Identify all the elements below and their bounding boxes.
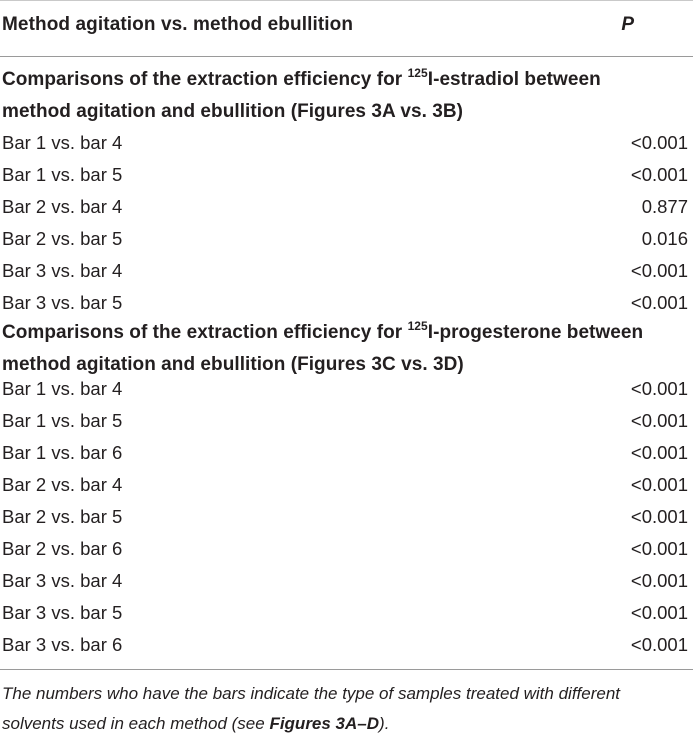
row-p-value: <0.001 — [630, 260, 688, 281]
table-row — [0, 255, 693, 287]
table-row — [0, 223, 693, 255]
table-header — [0, 0, 693, 56]
heading-text-post: I-estradiol between — [427, 69, 601, 90]
row-p-value: <0.001 — [630, 410, 688, 431]
row-label: Bar 3 vs. bar 6 — [2, 634, 123, 655]
row-label: Bar 2 vs. bar 5 — [2, 228, 123, 249]
heading-superscript: 125 — [407, 319, 428, 333]
footnote-text-pre: solvents used in each method (see — [2, 714, 270, 733]
table-row — [0, 287, 693, 319]
footnote-line1: The numbers who have the bars indicate the type of samples treated with different — [2, 684, 621, 703]
row-label: Bar 2 vs. bar 4 — [2, 474, 123, 495]
row-p-value: <0.001 — [630, 506, 688, 527]
row-p-value: <0.001 — [630, 164, 688, 185]
row-label: Bar 2 vs. bar 5 — [2, 506, 123, 527]
row-label: Bar 3 vs. bar 5 — [2, 292, 123, 313]
section-heading-line2: method agitation and ebullition (Figures 3C vs. 3D) — [2, 354, 464, 375]
section-heading-line2: method agitation and ebullition (Figures 3A vs. 3B) — [2, 101, 464, 122]
header-comparison-label: Method agitation vs. method ebullition — [2, 14, 354, 35]
table-row — [0, 565, 693, 597]
row-label: Bar 3 vs. bar 4 — [2, 570, 123, 591]
section-heading-line1 — [2, 64, 692, 96]
row-p-value: <0.001 — [630, 378, 688, 399]
table-row — [0, 373, 693, 405]
row-p-value: <0.001 — [630, 292, 688, 313]
footnote-figure-reference: Figures 3A–D — [269, 714, 380, 733]
row-p-value: <0.001 — [630, 442, 688, 463]
row-p-value: 0.877 — [641, 196, 688, 217]
table-row — [0, 159, 693, 191]
table-row — [0, 629, 693, 661]
row-label: Bar 1 vs. bar 4 — [2, 132, 123, 153]
table-row — [0, 127, 693, 159]
table-row — [0, 533, 693, 565]
table-row — [0, 597, 693, 629]
heading-superscript: 125 — [407, 66, 428, 80]
row-label: Bar 3 vs. bar 5 — [2, 602, 123, 623]
table-row — [0, 469, 693, 501]
heading-text-post: I-progesterone between — [427, 322, 644, 343]
table-footnote — [2, 679, 692, 739]
row-p-value: <0.001 — [630, 570, 688, 591]
row-p-value: <0.001 — [630, 602, 688, 623]
row-label: Bar 1 vs. bar 5 — [2, 410, 123, 431]
row-p-value: <0.001 — [630, 634, 688, 655]
row-p-value: <0.001 — [630, 538, 688, 559]
row-label: Bar 2 vs. bar 4 — [2, 196, 123, 217]
section-heading-progesterone — [2, 317, 692, 381]
footnote-line2 — [2, 709, 692, 739]
table-row — [0, 405, 693, 437]
section-heading-estradiol — [2, 64, 692, 128]
section-heading-line1 — [2, 317, 692, 349]
row-label: Bar 1 vs. bar 5 — [2, 164, 123, 185]
row-label: Bar 1 vs. bar 4 — [2, 378, 123, 399]
row-p-value: <0.001 — [630, 132, 688, 153]
heading-text-pre: Comparisons of the extraction efficiency for — [2, 69, 408, 90]
heading-text-pre: Comparisons of the extraction efficiency for — [2, 322, 408, 343]
row-label: Bar 1 vs. bar 6 — [2, 442, 123, 463]
table-row — [0, 191, 693, 223]
row-label: Bar 3 vs. bar 4 — [2, 260, 123, 281]
table-row — [0, 437, 693, 469]
header-p-label: P — [621, 14, 634, 35]
row-p-value: 0.016 — [641, 228, 688, 249]
header-rule — [0, 56, 693, 57]
row-p-value: <0.001 — [630, 474, 688, 495]
footnote-text-post: ). — [379, 714, 390, 733]
table-row — [0, 501, 693, 533]
row-label: Bar 2 vs. bar 6 — [2, 538, 123, 559]
bottom-rule — [0, 669, 693, 670]
